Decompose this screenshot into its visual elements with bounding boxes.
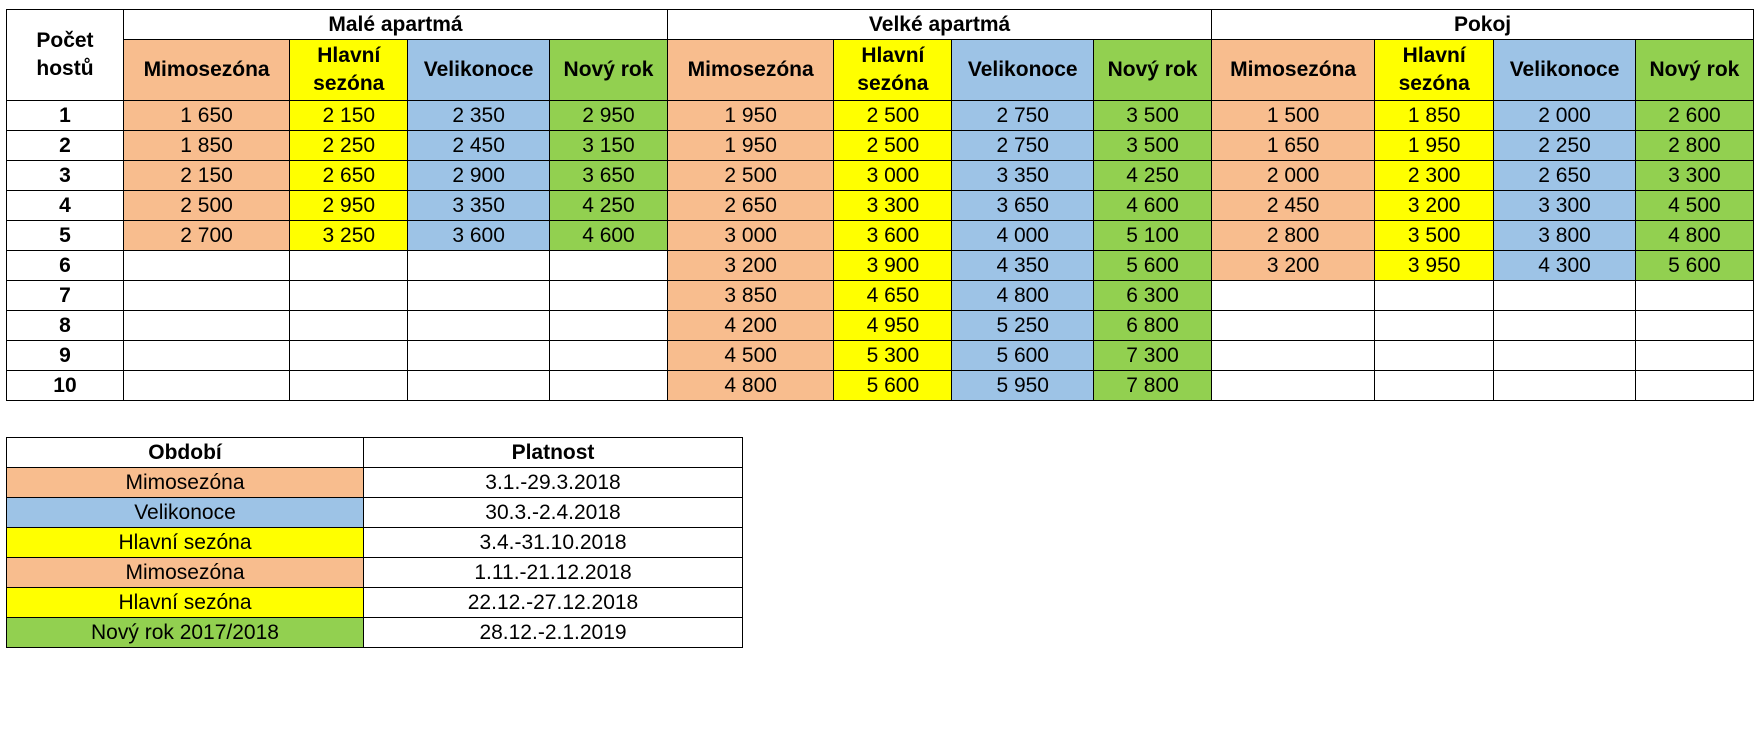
price-cell: 3 500 [1094,131,1212,161]
price-cell: 6 800 [1094,311,1212,341]
price-cell: 2 500 [834,131,952,161]
period-table-header [7,438,743,468]
price-table-header [7,10,1754,101]
period-cell: Hlavní sezóna [7,588,364,618]
price-cell: 2 300 [1375,161,1494,191]
price-cell: 3 300 [1635,161,1753,191]
table-row [7,221,1754,251]
season-header: Nový rok [1094,40,1212,101]
empty-cell [1375,311,1494,341]
price-cell: 4 000 [952,221,1094,251]
price-cell: 4 500 [1635,191,1753,221]
price-cell: 3 200 [668,251,834,281]
price-cell: 2 650 [290,161,408,191]
price-cell: 2 800 [1212,221,1375,251]
table-row [7,131,1754,161]
price-cell: 4 250 [1094,161,1212,191]
season-header: Hlavní sezóna [1375,40,1494,101]
price-cell: 3 000 [668,221,834,251]
price-cell: 2 500 [668,161,834,191]
price-cell: 5 950 [952,371,1094,401]
empty-cell [123,311,289,341]
price-cell: 4 650 [834,281,952,311]
empty-cell [1635,371,1753,401]
price-cell: 2 600 [1635,101,1753,131]
empty-cell [549,371,667,401]
empty-cell [1494,281,1636,311]
price-cell: 5 600 [1635,251,1753,281]
period-row [7,498,743,528]
guest-count-cell: 8 [7,311,124,341]
table-row [7,161,1754,191]
price-cell: 2 500 [834,101,952,131]
guest-count-header: Počet hostů [7,10,124,101]
empty-cell [123,341,289,371]
validity-cell: 28.12.-2.1.2019 [364,618,743,648]
empty-cell [290,281,408,311]
price-cell: 3 900 [834,251,952,281]
empty-cell [549,311,667,341]
empty-cell [1375,281,1494,311]
price-cell: 1 950 [668,101,834,131]
price-cell: 2 750 [952,131,1094,161]
price-cell: 5 300 [834,341,952,371]
table-row [7,311,1754,341]
price-cell: 4 800 [1635,221,1753,251]
price-cell: 2 250 [290,131,408,161]
empty-cell [1494,341,1636,371]
guest-count-cell: 4 [7,191,124,221]
empty-cell [1375,341,1494,371]
price-cell: 2 750 [952,101,1094,131]
price-cell: 1 500 [1212,101,1375,131]
price-cell: 2 450 [408,131,550,161]
season-header: Nový rok [1635,40,1753,101]
empty-cell [408,341,550,371]
guest-count-cell: 3 [7,161,124,191]
period-table [6,437,743,648]
empty-cell [123,251,289,281]
price-cell: 2 450 [1212,191,1375,221]
period-row [7,558,743,588]
price-cell: 4 350 [952,251,1094,281]
empty-cell [290,311,408,341]
price-cell: 1 850 [1375,101,1494,131]
empty-cell [1494,311,1636,341]
period-cell: Velikonoce [7,498,364,528]
season-header: Hlavní sezóna [290,40,408,101]
price-table [6,9,1754,401]
validity-cell: 1.11.-21.12.2018 [364,558,743,588]
validity-header: Platnost [364,438,743,468]
price-cell: 3 950 [1375,251,1494,281]
price-cell: 1 650 [1212,131,1375,161]
price-cell: 6 300 [1094,281,1212,311]
price-cell: 3 300 [834,191,952,221]
price-cell: 3 300 [1494,191,1636,221]
guest-count-cell: 10 [7,371,124,401]
validity-cell: 30.3.-2.4.2018 [364,498,743,528]
price-cell: 2 950 [290,191,408,221]
period-row [7,528,743,558]
price-cell: 2 650 [1494,161,1636,191]
price-cell: 4 800 [668,371,834,401]
empty-cell [1635,311,1753,341]
price-cell: 5 600 [952,341,1094,371]
validity-cell: 22.12.-27.12.2018 [364,588,743,618]
table-row [7,281,1754,311]
period-cell: Mimosezóna [7,468,364,498]
season-header: Mimosezóna [123,40,289,101]
table-row [7,251,1754,281]
empty-cell [1212,341,1375,371]
group-header-pokoj: Pokoj [1212,10,1754,40]
price-cell: 3 150 [549,131,667,161]
period-header: Období [7,438,364,468]
period-row [7,468,743,498]
table-row [7,371,1754,401]
price-cell: 2 500 [123,191,289,221]
price-cell: 4 200 [668,311,834,341]
period-cell: Nový rok 2017/2018 [7,618,364,648]
price-cell: 2 650 [668,191,834,221]
guest-count-cell: 1 [7,101,124,131]
season-header: Nový rok [549,40,667,101]
price-cell: 2 950 [549,101,667,131]
empty-cell [123,371,289,401]
guest-count-cell: 5 [7,221,124,251]
price-cell: 3 350 [408,191,550,221]
table-row [7,191,1754,221]
price-cell: 4 250 [549,191,667,221]
empty-cell [408,251,550,281]
price-cell: 2 900 [408,161,550,191]
group-header-velke-apartma: Velké apartmá [668,10,1212,40]
price-cell: 1 850 [123,131,289,161]
season-header: Velikonoce [1494,40,1636,101]
price-cell: 5 600 [834,371,952,401]
price-cell: 3 500 [1094,101,1212,131]
price-cell: 2 250 [1494,131,1636,161]
period-row [7,618,743,648]
price-cell: 2 000 [1494,101,1636,131]
guest-count-cell: 9 [7,341,124,371]
price-cell: 3 500 [1375,221,1494,251]
empty-cell [290,251,408,281]
period-cell: Hlavní sezóna [7,528,364,558]
empty-cell [549,251,667,281]
price-cell: 3 350 [952,161,1094,191]
price-cell: 3 000 [834,161,952,191]
season-header: Mimosezóna [1212,40,1375,101]
empty-cell [1494,371,1636,401]
price-cell: 2 700 [123,221,289,251]
price-cell: 4 800 [952,281,1094,311]
price-cell: 2 150 [123,161,289,191]
price-cell: 3 250 [290,221,408,251]
empty-cell [408,311,550,341]
period-row [7,588,743,618]
empty-cell [1635,281,1753,311]
price-cell: 3 850 [668,281,834,311]
validity-cell: 3.4.-31.10.2018 [364,528,743,558]
empty-cell [1212,371,1375,401]
empty-cell [123,281,289,311]
price-cell: 5 250 [952,311,1094,341]
price-cell: 3 200 [1375,191,1494,221]
empty-cell [290,371,408,401]
price-cell: 2 150 [290,101,408,131]
empty-cell [408,371,550,401]
price-cell: 2 800 [1635,131,1753,161]
guest-count-cell: 7 [7,281,124,311]
price-cell: 7 300 [1094,341,1212,371]
empty-cell [1375,371,1494,401]
price-cell: 2 000 [1212,161,1375,191]
season-header: Velikonoce [408,40,550,101]
empty-cell [1635,341,1753,371]
price-cell: 4 600 [549,221,667,251]
period-table-body [7,468,743,648]
price-cell: 3 600 [408,221,550,251]
empty-cell [549,341,667,371]
price-table-body [7,101,1754,401]
price-cell: 4 600 [1094,191,1212,221]
price-cell: 3 800 [1494,221,1636,251]
season-header: Velikonoce [952,40,1094,101]
period-cell: Mimosezóna [7,558,364,588]
group-header-male-apartma: Malé apartmá [123,10,667,40]
season-header: Hlavní sezóna [834,40,952,101]
price-cell: 3 650 [952,191,1094,221]
price-cell: 1 950 [668,131,834,161]
price-cell: 5 100 [1094,221,1212,251]
season-header-row [7,40,1754,101]
table-row [7,101,1754,131]
price-cell: 4 950 [834,311,952,341]
price-cell: 4 500 [668,341,834,371]
validity-cell: 3.1.-29.3.2018 [364,468,743,498]
season-header: Mimosezóna [668,40,834,101]
price-cell: 3 200 [1212,251,1375,281]
empty-cell [408,281,550,311]
price-cell: 7 800 [1094,371,1212,401]
price-cell: 4 300 [1494,251,1636,281]
price-cell: 5 600 [1094,251,1212,281]
price-cell: 2 350 [408,101,550,131]
price-cell: 1 650 [123,101,289,131]
empty-cell [290,341,408,371]
empty-cell [549,281,667,311]
empty-cell [1212,311,1375,341]
table-row [7,341,1754,371]
price-cell: 3 650 [549,161,667,191]
guest-count-cell: 2 [7,131,124,161]
price-cell: 1 950 [1375,131,1494,161]
empty-cell [1212,281,1375,311]
guest-count-cell: 6 [7,251,124,281]
price-cell: 3 600 [834,221,952,251]
